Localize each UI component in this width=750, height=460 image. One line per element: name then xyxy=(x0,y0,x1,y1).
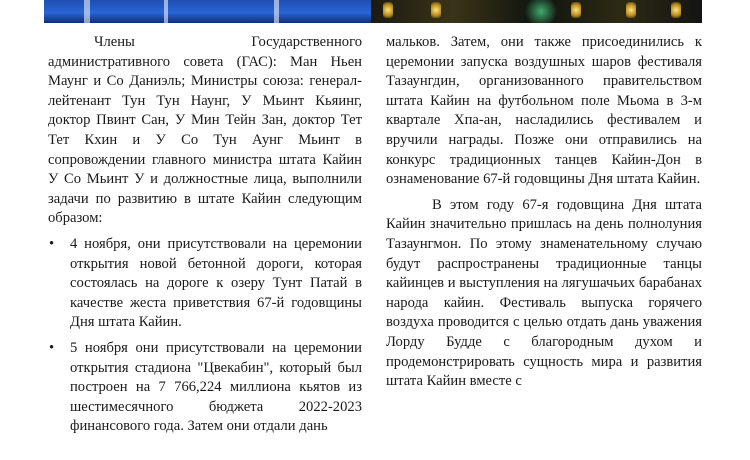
list-item-text: 5 ноября они присутствовали на церемонии открытия стадиона "Цвекабин", который был построен на 7 766,224 миллиона кьятов из шестимесячного бюджета 2022-2023 финансового года. Затем они отдали дань xyxy=(70,339,362,435)
intro-paragraph: Члены Государственного административного совета (ГАС): Ман Ньен Маунг и Со Даниэль; Министры союза: генерал-лейтенант Тун Тун Наунг, У Мьинт Кьяинг, доктор Пвинт Сан, У Мин Тейн Зан, доктор Тет Тет Кхин и У Со Тун Аунг Мьинт в сопровождении главного министра штата Кайин У Со Мьинт У и должностные лица, выполнили задачи по развитию в штате Кайин следующим образом: xyxy=(48,34,362,227)
bullet-icon: • xyxy=(49,235,55,252)
list-item xyxy=(48,339,362,437)
list-item-text: 4 ноября, они присутствовали на церемонии открытия новой бетонной дороги, которая состоялась на дороге к озеру Тунт Патай в качестве жеста приветствия 67-й годовщины Дня штата Кайин. xyxy=(70,235,362,331)
continued-paragraph: мальков. Затем, они также присоединились к церемонии запуска воздушных шаров фестиваля Тазаунгдин, организованного правительством штата Кайин на футбольном поле Мьома в 3-м квартале Хпа-ан, насладились фестивалем и вручили награды. Позже они отправились на конкурс традиционных танцев Кайин-Дон в ознаменование 67-й годовщины Дня штата Кайин. xyxy=(386,34,702,188)
bullet-icon: • xyxy=(49,339,55,356)
left-column xyxy=(48,33,362,437)
right-column xyxy=(386,33,702,392)
list-item xyxy=(48,235,362,333)
anniversary-paragraph: В этом году 67-я годовщина Дня штата Кайин значительно пришлась на день полнолуния Тазаунгмон. По этому знаменательному случаю будут распространены традиционные танцы кайинцев и выступления на лягушачьих барабанах народа кайин. Фестиваль выпуска горячего воздуха проводится с целью отдать дань уважения Лорду Будде с благородным духом и продемонстрировать сущность мира и развития штата Кайин вместе с xyxy=(386,196,702,390)
festival-photo xyxy=(371,0,702,23)
bullet-list xyxy=(48,235,362,437)
stadium-photo xyxy=(44,0,371,23)
photo-strip xyxy=(44,0,702,23)
